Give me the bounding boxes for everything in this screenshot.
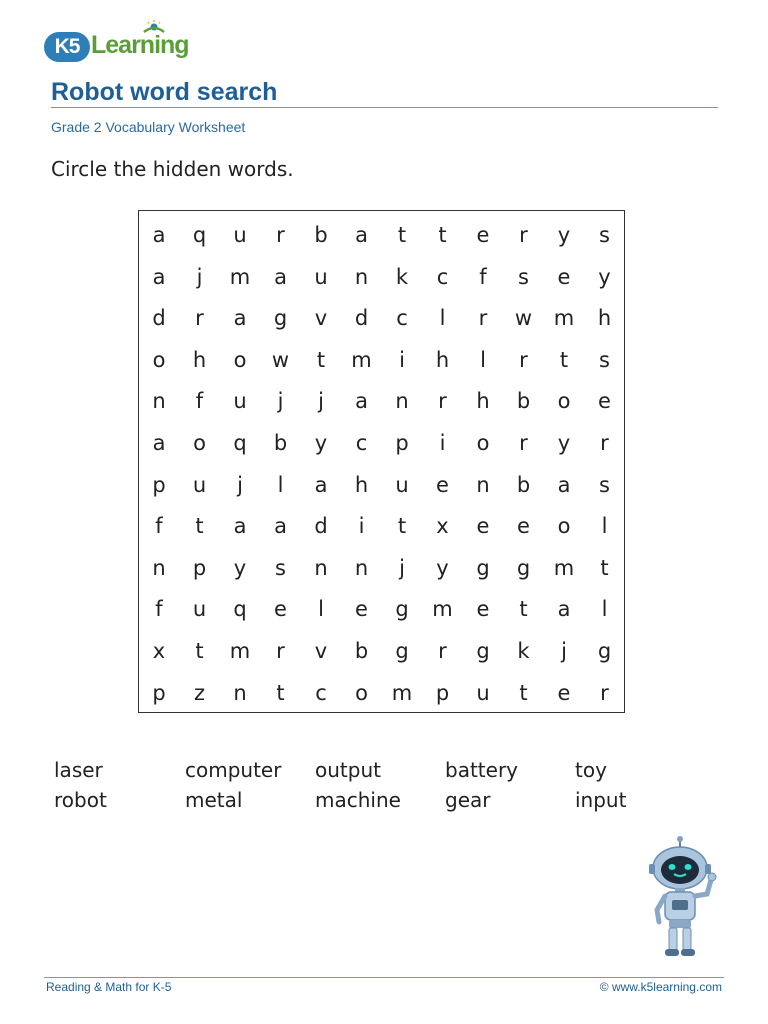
grid-letter: e	[598, 389, 611, 414]
word-list-item: input	[575, 788, 627, 812]
page-title: Robot word search	[51, 78, 278, 106]
word-list-item: gear	[445, 788, 491, 812]
grid-letter: f	[155, 514, 163, 539]
instruction-text: Circle the hidden words.	[51, 157, 294, 181]
grid-letter: g	[516, 555, 531, 580]
grid-letter: b	[273, 431, 288, 455]
grid-letter: r	[519, 347, 528, 372]
grid-letter: r	[519, 223, 528, 247]
grid-letter: r	[600, 680, 609, 705]
k5-learning-logo-icon	[139, 20, 169, 42]
logo-wordmark: Learning	[91, 31, 189, 59]
grid-letter: e	[476, 514, 490, 539]
grid-letter: t	[397, 514, 407, 539]
grid-letter: u	[233, 389, 247, 414]
grid-letter: w	[514, 306, 533, 331]
grid-letter: u	[476, 680, 490, 705]
grid-letter: k	[395, 264, 409, 289]
grid-letter: f	[479, 264, 487, 289]
grid-letter: u	[192, 472, 207, 497]
grid-letter: n	[354, 264, 369, 289]
grid-letter: j	[237, 472, 243, 497]
grid-letter: e	[355, 597, 368, 622]
grid-letter: e	[557, 264, 571, 289]
word-list-item: laser	[54, 758, 103, 782]
grid-letter: j	[561, 639, 567, 663]
grid-letter: n	[476, 472, 490, 497]
grid-letter: l	[601, 514, 608, 539]
robot-waving-icon	[645, 836, 725, 958]
logo-k5-badge: K5	[44, 32, 90, 62]
grid-letter: f	[195, 389, 204, 414]
word-list-item: output	[315, 758, 381, 782]
grid-letter: g	[273, 306, 288, 331]
grid-letter: n	[233, 680, 247, 705]
grid-letter: s	[599, 472, 610, 497]
word-list-item: machine	[315, 788, 401, 812]
grid-letter: t	[600, 555, 609, 580]
grid-letter: c	[315, 680, 327, 705]
grid-letter: t	[438, 223, 447, 247]
grid-letter: a	[355, 223, 368, 247]
grid-letter: s	[275, 555, 286, 580]
grid-letter: m	[553, 306, 575, 331]
grid-letter: m	[351, 347, 372, 372]
grid-letter: l	[277, 472, 284, 497]
grid-letter: l	[318, 597, 324, 622]
footer-tagline: Reading & Math for K-5	[46, 980, 172, 994]
grid-letter: r	[438, 639, 447, 663]
grid-letter: q	[233, 597, 247, 622]
grid-letter: i	[358, 514, 365, 539]
grid-letter: i	[399, 347, 405, 372]
grid-letter: h	[192, 347, 207, 372]
grid-letter: t	[559, 347, 569, 372]
grid-letter: e	[476, 223, 490, 247]
grid-letter: j	[277, 389, 284, 414]
grid-letter: o	[193, 431, 206, 455]
grid-letter: o	[233, 347, 247, 372]
grid-letter: p	[435, 680, 450, 705]
grid-letter: x	[436, 514, 449, 539]
grid-letter: n	[354, 555, 369, 580]
grid-letter: s	[599, 223, 610, 247]
grid-letter: y	[557, 431, 571, 455]
grid-letter: l	[480, 347, 486, 372]
grid-letter: n	[152, 389, 166, 414]
grid-letter: r	[600, 431, 609, 455]
grid-letter: w	[271, 347, 290, 372]
grid-letter: u	[395, 472, 409, 497]
grid-letter: b	[516, 389, 531, 414]
grid-letter: o	[557, 389, 571, 414]
grid-letter: d	[152, 306, 166, 331]
grid-letter: q	[192, 223, 207, 247]
grid-letter: a	[152, 264, 166, 289]
grid-letter: o	[152, 347, 166, 372]
grid-letter: r	[478, 306, 488, 331]
grid-letter: a	[557, 597, 571, 622]
grid-letter: a	[152, 223, 166, 247]
page-subtitle: Grade 2 Vocabulary Worksheet	[51, 119, 246, 135]
grid-letter: m	[553, 555, 575, 580]
grid-letter: r	[276, 223, 285, 247]
grid-letter: y	[314, 431, 328, 455]
grid-letter: e	[436, 472, 449, 497]
grid-letter: m	[229, 639, 251, 663]
grid-letter: q	[233, 431, 247, 455]
grid-letter: e	[274, 597, 287, 622]
grid-letter: o	[557, 514, 571, 539]
grid-letter: x	[152, 639, 166, 663]
grid-letter: u	[233, 223, 247, 247]
grid-letter: u	[192, 597, 207, 622]
grid-letter: p	[395, 431, 409, 455]
grid-letter: p	[152, 472, 166, 497]
title-divider	[51, 107, 718, 108]
grid-letter: a	[274, 264, 287, 289]
grid-letter: p	[192, 555, 207, 580]
grid-letter: h	[354, 472, 369, 497]
grid-letter: r	[519, 431, 528, 455]
word-list-item: computer	[185, 758, 282, 782]
grid-letter: c	[396, 306, 408, 331]
grid-letter: y	[436, 555, 449, 580]
word-list-item: metal	[185, 788, 243, 812]
grid-letter: y	[598, 264, 611, 289]
grid-letter: t	[519, 597, 528, 622]
grid-letter: g	[395, 597, 409, 622]
grid-letter: a	[274, 514, 287, 539]
word-list-item: toy	[575, 758, 607, 782]
grid-letter: t	[519, 680, 528, 705]
grid-letter: a	[233, 514, 247, 539]
grid-letter: r	[195, 306, 204, 331]
grid-letter: a	[152, 431, 166, 455]
grid-letter: h	[435, 347, 450, 372]
grid-letter: m	[432, 597, 453, 622]
footer-divider	[44, 977, 724, 978]
grid-letter: v	[314, 639, 328, 663]
grid-letter: i	[439, 431, 446, 455]
grid-letter: j	[399, 555, 405, 580]
grid-letter: n	[314, 555, 328, 580]
grid-letter: a	[233, 306, 247, 331]
grid-letter: n	[152, 555, 166, 580]
grid-letter: f	[155, 597, 163, 622]
grid-letter: r	[276, 639, 285, 663]
grid-letter: h	[476, 389, 490, 414]
grid-letter: h	[597, 306, 612, 331]
grid-letter: n	[395, 389, 409, 414]
grid-letter: t	[316, 347, 326, 372]
grid-letter: s	[518, 264, 529, 289]
footer-website: © www.k5learning.com	[599, 980, 722, 994]
grid-letter: b	[354, 639, 369, 663]
grid-letter: z	[193, 680, 206, 705]
word-search-grid	[138, 210, 625, 713]
grid-letter: g	[395, 639, 409, 663]
grid-letter: u	[314, 264, 328, 289]
k5-learning-logo	[44, 20, 204, 68]
grid-letter: o	[476, 431, 490, 455]
word-list-item: robot	[54, 788, 107, 812]
grid-letter: a	[557, 472, 571, 497]
grid-letter: y	[557, 223, 571, 247]
grid-letter: c	[355, 431, 368, 455]
grid-letter: g	[597, 639, 612, 663]
word-list-item: battery	[445, 758, 518, 782]
grid-letter: e	[517, 514, 530, 539]
grid-letter: a	[314, 472, 328, 497]
grid-letter: b	[314, 223, 328, 247]
grid-letter: r	[438, 389, 447, 414]
grid-letter: t	[195, 514, 204, 539]
grid-letter: t	[195, 639, 204, 663]
grid-letter: s	[599, 347, 610, 372]
grid-letter: b	[516, 472, 531, 497]
grid-letter: y	[233, 555, 247, 580]
grid-letter: g	[476, 639, 490, 663]
grid-letter: j	[318, 389, 324, 414]
grid-letter: m	[229, 264, 251, 289]
grid-letter: t	[397, 223, 407, 247]
grid-letter: c	[436, 264, 449, 289]
grid-letter: d	[354, 306, 369, 331]
grid-letter: e	[476, 597, 490, 622]
grid-letter: p	[152, 680, 166, 705]
grid-letter: v	[314, 306, 328, 331]
grid-letter: g	[476, 555, 490, 580]
grid-letter: e	[557, 680, 571, 705]
grid-letter: k	[517, 639, 530, 663]
grid-letter: o	[355, 680, 368, 705]
grid-letter: d	[314, 514, 328, 539]
grid-letter: a	[355, 389, 368, 414]
grid-letter: t	[276, 680, 285, 705]
grid-letter: j	[196, 264, 203, 289]
grid-letter: m	[391, 680, 413, 705]
grid-letter: l	[439, 306, 446, 331]
grid-letter: l	[601, 597, 608, 622]
